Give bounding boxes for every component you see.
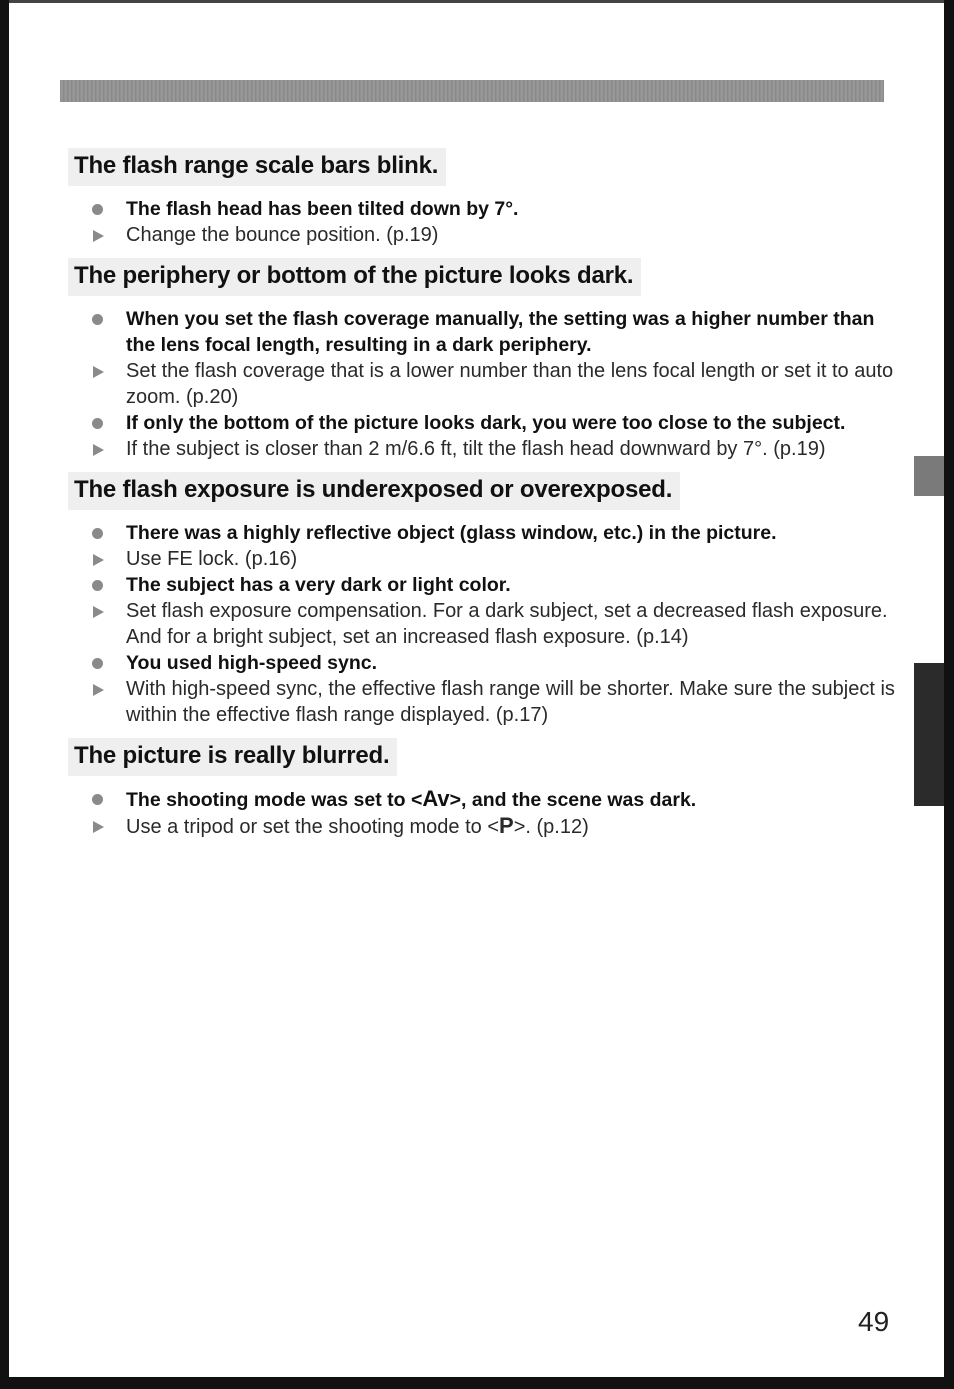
section-flash-range (68, 148, 898, 248)
remedy-text-prefix: Use a tripod or set the shooting mode to < (126, 816, 499, 838)
thumb-index-tab-active (914, 663, 944, 806)
section-blurred (68, 738, 898, 840)
section-heading: The picture is really blurred. (68, 738, 397, 776)
remedy-text: If the subject is closer than 2 m/6.6 ft, tilt the flash head downward by 7°. (p.19) (126, 438, 826, 460)
cause-item (68, 306, 898, 358)
remedy-text-suffix: >. (p.12) (513, 816, 589, 838)
cause-text-suffix: >, and the scene was dark. (449, 789, 697, 811)
page-number: 49 (858, 1306, 890, 1337)
remedy-item (68, 222, 898, 248)
troubleshooting-content (68, 148, 898, 850)
cause-text-prefix: The shooting mode was set to < (126, 789, 423, 811)
triangle-arrow-icon (91, 676, 105, 702)
triangle-arrow-icon (91, 813, 105, 839)
remedy-item (68, 676, 898, 728)
cause-item (68, 786, 898, 813)
page-border-right (944, 0, 954, 1389)
cause-text: You used high-speed sync. (126, 652, 378, 674)
remedy-text: With high-speed sync, the effective flash range will be shorter. Make sure the subject is within the effective flash range displayed. (p.17) (126, 678, 895, 726)
section-heading: The flash range scale bars blink. (68, 148, 446, 186)
remedy-item (68, 546, 898, 572)
remedy-item (68, 436, 898, 462)
cause-item (68, 572, 898, 598)
cause-text: The flash head has been tilted down by 7°. (126, 198, 519, 220)
bullet-dot-icon (91, 650, 105, 676)
triangle-arrow-icon (91, 222, 105, 248)
remedy-text: Use FE lock. (p.16) (126, 548, 298, 570)
thumb-index-tab (914, 456, 944, 496)
triangle-arrow-icon (91, 598, 105, 624)
bullet-dot-icon (91, 786, 105, 812)
page-border-top (9, 0, 944, 3)
remedy-text: Set flash exposure compensation. For a dark subject, set a decreased flash exposure. And for a bright subject, set an increased flash exposure. (p.14) (126, 600, 888, 648)
bullet-dot-icon (91, 520, 105, 546)
header-bar (60, 80, 884, 102)
cause-text: There was a highly reflective object (glass window, etc.) in the picture. (126, 522, 777, 544)
remedy-text: Set the flash coverage that is a lower number than the lens focal length or set it to auto zoom. (p.20) (126, 360, 894, 408)
remedy-item (68, 813, 898, 840)
bullet-dot-icon (91, 410, 105, 436)
cause-item (68, 650, 898, 676)
page-border-left (0, 0, 9, 1389)
section-periphery-dark (68, 258, 898, 462)
bullet-dot-icon (91, 572, 105, 598)
bullet-dot-icon (91, 196, 105, 222)
remedy-text: Change the bounce position. (p.19) (126, 224, 439, 246)
remedy-item (68, 358, 898, 410)
remedy-item (68, 598, 898, 650)
page-border-bottom (0, 1377, 954, 1389)
cause-item (68, 196, 898, 222)
bullet-dot-icon (91, 306, 105, 332)
section-heading: The flash exposure is underexposed or overexposed. (68, 472, 680, 510)
p-mode-icon: P (499, 813, 514, 838)
av-mode-icon: Av (422, 786, 450, 811)
triangle-arrow-icon (91, 358, 105, 384)
cause-item (68, 410, 898, 436)
cause-text: The subject has a very dark or light color. (126, 574, 511, 596)
cause-text: If only the bottom of the picture looks dark, you were too close to the subject. (126, 412, 846, 434)
triangle-arrow-icon (91, 436, 105, 462)
triangle-arrow-icon (91, 546, 105, 572)
cause-item (68, 520, 898, 546)
section-exposure (68, 472, 898, 728)
cause-text: When you set the flash coverage manually, the setting was a higher number than the lens focal length, resulting in a dark periphery. (126, 308, 875, 356)
section-heading: The periphery or bottom of the picture looks dark. (68, 258, 641, 296)
